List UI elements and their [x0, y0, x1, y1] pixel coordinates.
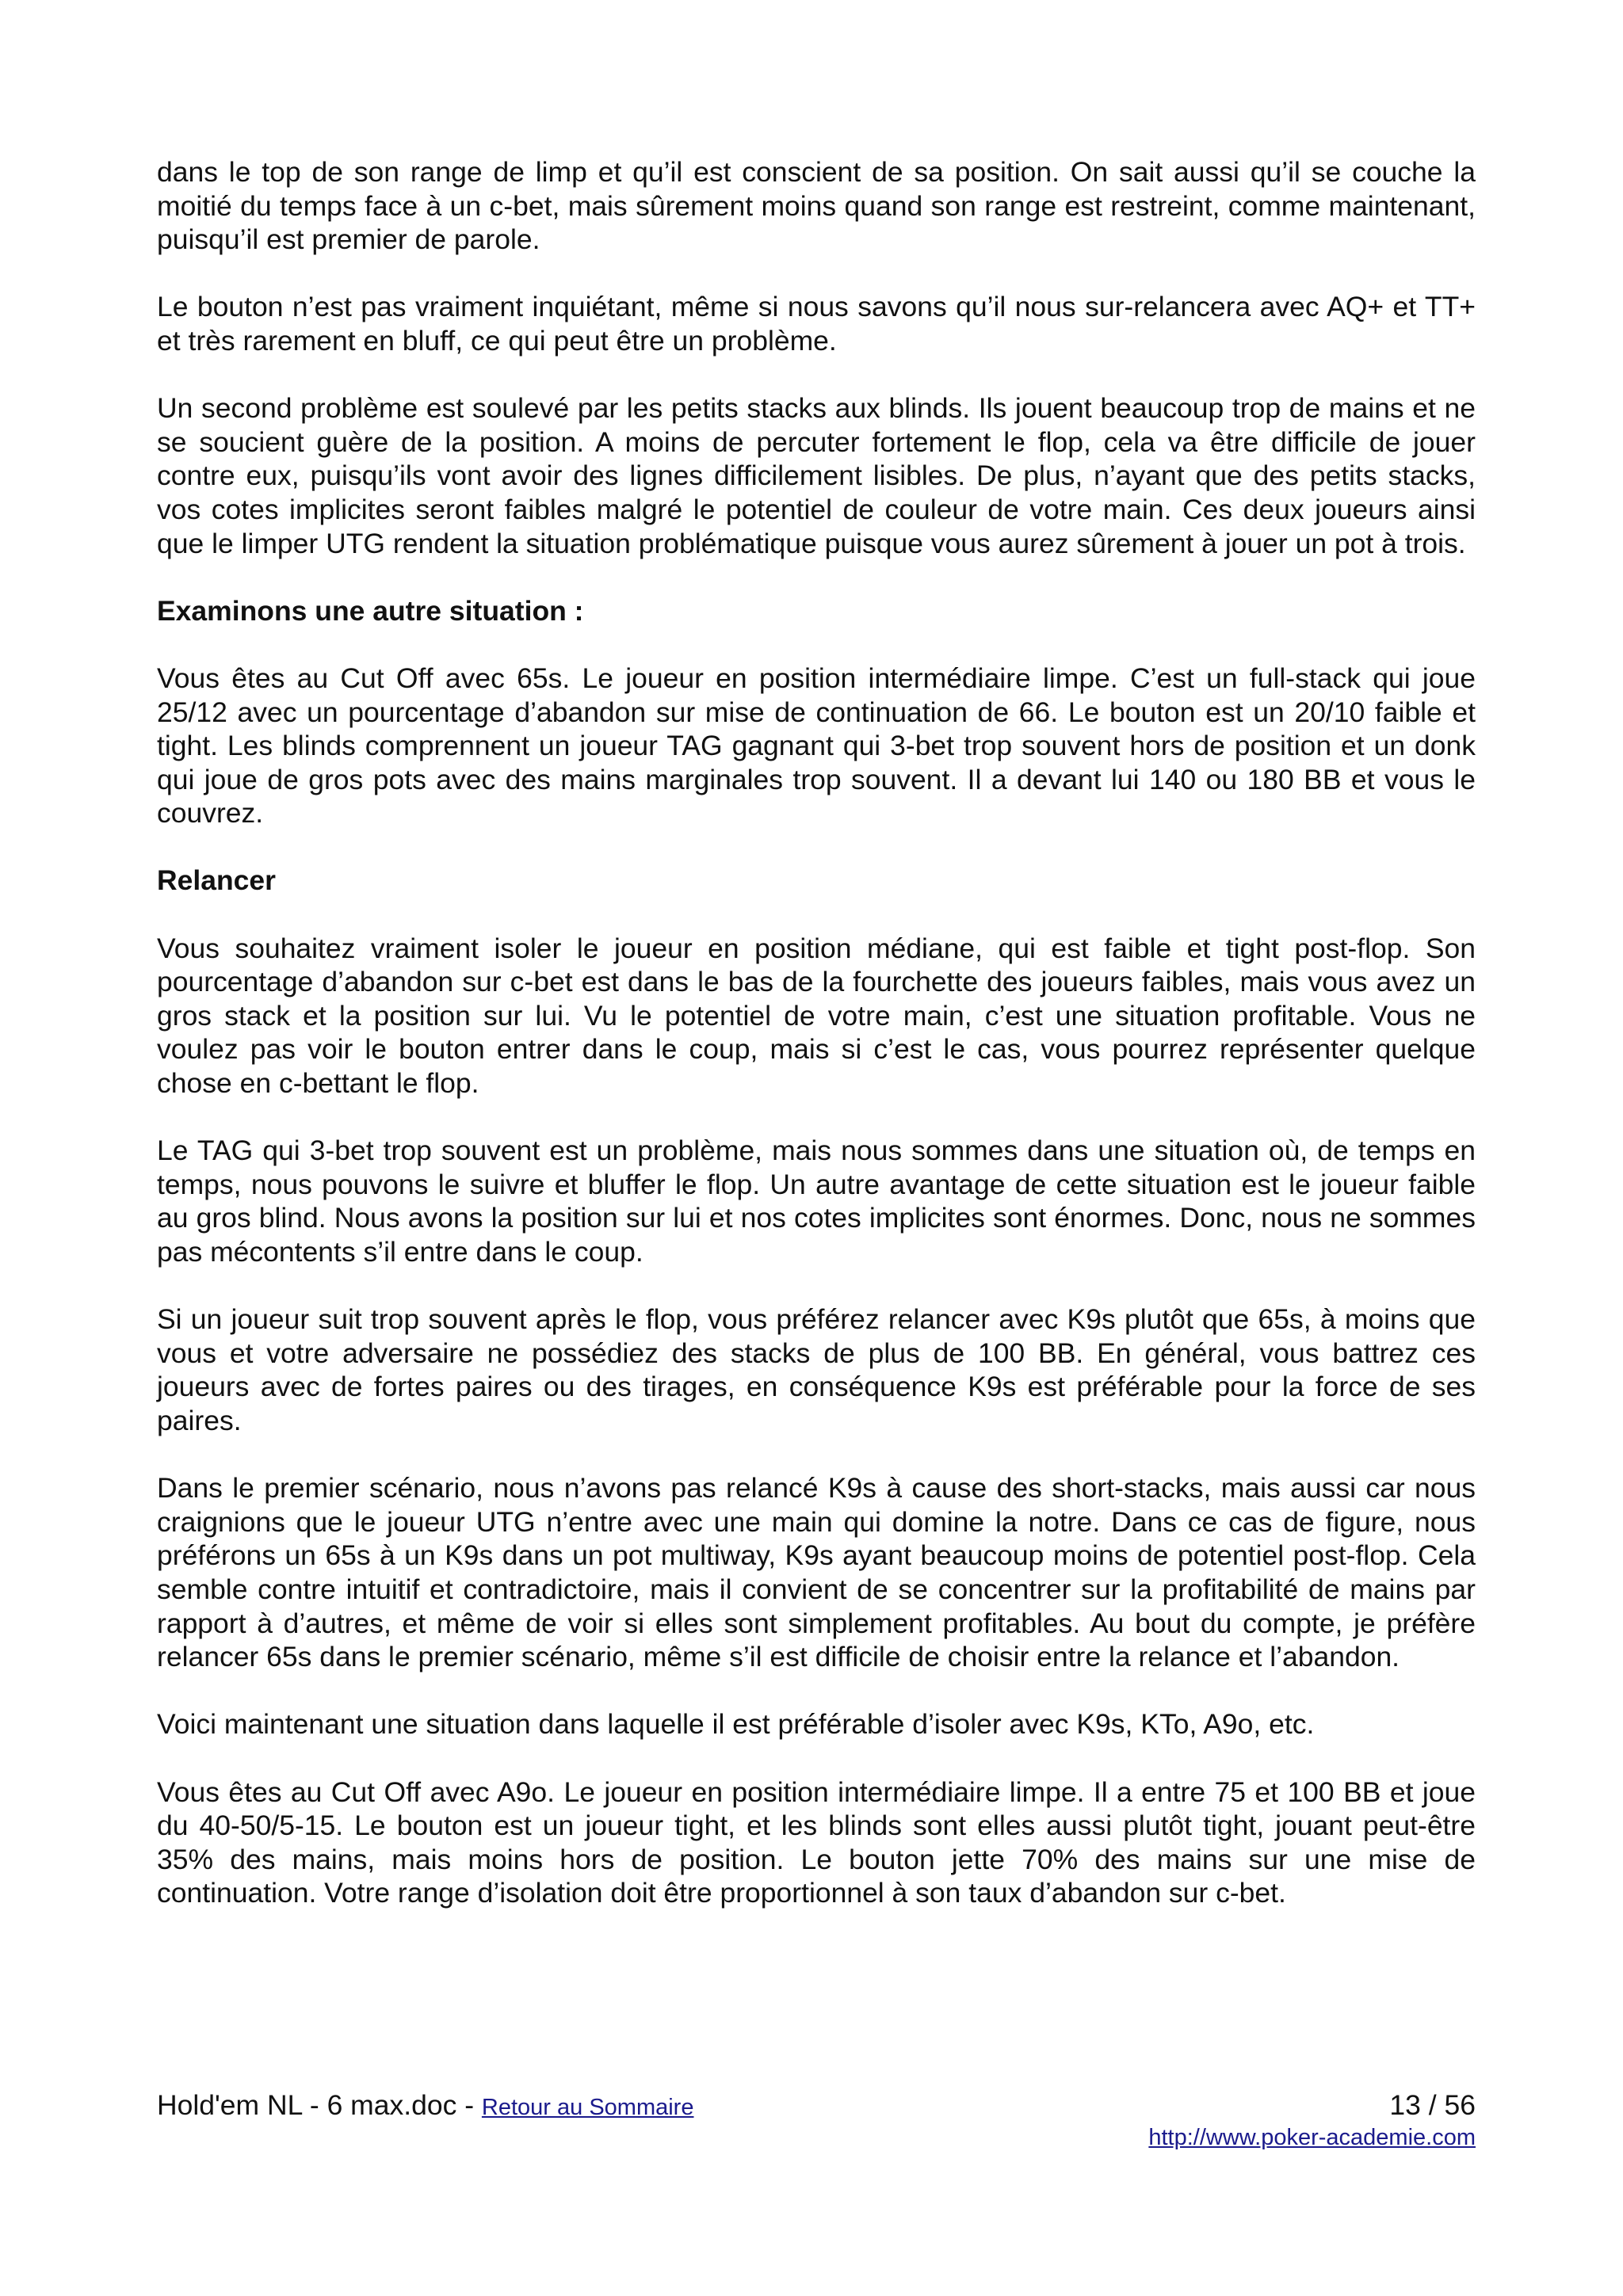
- page-body: [157, 155, 1476, 1943]
- paragraph-7: Si un joueur suit trop souvent après le flop, vous préférez relancer avec K9s plutôt que 65s, à moins que vous et votre adversaire ne possédiez des stacks de plus de 100 BB. En général, vous battrez ces joueurs avec de fortes paires ou des tirages, en conséquence K9s est préférable pour la force de ses paires.: [157, 1303, 1476, 1436]
- site-link[interactable]: http://www.poker-academie.com: [1148, 2125, 1476, 2150]
- paragraph-5: Vous souhaitez vraiment isoler le joueur en position médiane, qui est faible et tight post-flop. Son pourcentage d’abandon sur c-bet est dans le bas de la fourchette des joueurs faibles, mais vous avez un gros stack et la position sur lui. Vu le potentiel de votre main, c’est une situation profitable. Vous ne voulez pas voir le bouton entrer dans le coup, mais si c’est le cas, vous pourrez représenter quelque chose en c-bettant le flop.: [157, 932, 1476, 1100]
- paragraph-8: Dans le premier scénario, nous n’avons pas relancé K9s à cause des short-stacks, mais aussi car nous craignions que le joueur UTG n’entre avec une main qui domine la notre. Dans ce cas de figure, nous préférons un 65s à un K9s dans un pot multiway, K9s ayant beaucoup moins de potentiel post-flop. Cela semble contre intuitif et contradictoire, mais il convient de se concentrer sur la profitabilité de mains par rapport à d’autres, et même de voir si elles sont simplement profitables. Au bout du compte, je préfère relancer 65s dans le premier scénario, même s’il est difficile de choisir entre la relance et l’abandon.: [157, 1472, 1476, 1673]
- paragraph-9: Voici maintenant une situation dans laquelle il est préférable d’isoler avec K9s, KTo, A9o, etc.: [157, 1708, 1315, 1741]
- page-footer: [157, 2088, 1476, 2160]
- paragraph-6: Le TAG qui 3-bet trop souvent est un problème, mais nous sommes dans une situation où, de temps en temps, nous pouvons le suivre et bluffer le flop. Un autre avantage de cette situation est le joueur faible au gros blind. Nous avons la position sur lui et nos cotes implicites sont énormes. Donc, nous ne sommes pas mécontents s’il entre dans le coup.: [157, 1135, 1476, 1268]
- paragraph-4: Vous êtes au Cut Off avec 65s. Le joueur en position intermédiaire limpe. C’est un full-stack qui joue 25/12 avec un pourcentage d’abandon sur mise de continuation de 66. Le bouton est un 20/10 faible et tight. Les blinds comprennent un joueur TAG gagnant qui 3-bet trop souvent hors de position et un donk qui joue de gros pots avec des mains marginales trop souvent. Il a devant lui 140 ou 180 BB et vous le couvrez.: [157, 662, 1476, 830]
- footer-page-info: [1148, 2088, 1476, 2153]
- heading-relancer: Relancer: [157, 864, 276, 897]
- toc-link[interactable]: Retour au Sommaire: [481, 2095, 694, 2120]
- paragraph-3: Un second problème est soulevé par les petits stacks aux blinds. Ils jouent beaucoup trop de mains et ne se soucient guère de la position. A moins de percuter fortement le flop, cela va être difficile de jouer contre eux, puisqu’ils vont avoir des lignes difficilement lisibles. De plus, n’ayant que des petits stacks, vos cotes implicites seront faibles malgré le potentiel de couleur de votre main. Ces deux joueurs ainsi que le limper UTG rendent la situation problématique puisque vous aurez sûrement à jouer un pot à trois.: [157, 392, 1476, 559]
- footer-doc-info: [157, 2088, 693, 2124]
- page-number: 13 / 56: [1389, 2089, 1476, 2121]
- paragraph-2: Le bouton n’est pas vraiment inquiétant, même si nous savons qu’il nous sur-relancera avec AQ+ et TT+ et très rarement en bluff, ce qui peut être un problème.: [157, 291, 1476, 357]
- paragraph-1: dans le top de son range de limp et qu’il est conscient de sa position. On sait aussi qu’il se couche la moitié du temps face à un c-bet, mais sûrement moins quand son range est restreint, comme maintenant, puisqu’il est premier de parole.: [157, 156, 1476, 256]
- paragraph-10: Vous êtes au Cut Off avec A9o. Le joueur en position intermédiaire limpe. Il a entre 75 et 100 BB et joue du 40-50/5-15. Le bouton est un joueur tight, et les blinds sont elles aussi plutôt tight, jouant peut-être 35% des mains, mais moins hors de position. Le bouton jette 70% des mains sur une mise de continuation. Votre range d’isolation doit être proportionnel à son taux d’abandon sur c-bet.: [157, 1775, 1476, 1909]
- document-name: Hold'em NL - 6 max.doc -: [157, 2089, 482, 2121]
- heading-autre-situation: Examinons une autre situation :: [157, 594, 584, 627]
